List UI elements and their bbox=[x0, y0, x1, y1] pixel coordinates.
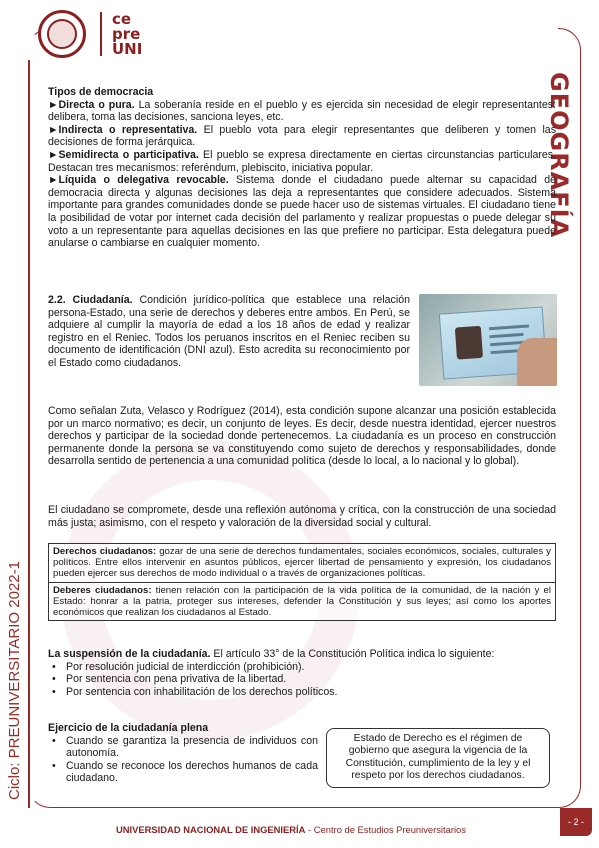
page-number: - 2 - bbox=[560, 808, 592, 836]
footer-text: UNIVERSIDAD NACIONAL DE INGENIERÍA - Centro de Estudios Preuniversitarios bbox=[116, 824, 466, 835]
cepre-uni-logo: ce pre UNI bbox=[112, 9, 143, 58]
democracy-type-liquida: ►Líquida o delegativa revocable. Sistema donde el ciudadano puede alternar su capacidad de democracia directa y algunas decisiones las deja a representantes que considere adecuados. Sistema importante para grandes comunidades donde se puede hacer uso de sistemas virtuales. El ciudadano tiene la posibilidad de votar por internet cada decisión del parlamento y realizar propuestas o puede delegar su voto a un representante para aquellas decisiones en las que prefiere no participar. Esta delegatura puede anularse o cambiarse en cualquier momento. bbox=[48, 174, 556, 250]
ejercicio-title: Ejercicio de la ciudadanía plena bbox=[48, 722, 209, 734]
zuta-paragraph: Como señalan Zuta, Velasco y Rodríguez (2014), esta condición supone alcanzar una posición establecida por un marco normativo; es decir, un conjunto de leyes. Es decir, desde nuestra identidad, ejercer nuestros derechos y participar de la sociedad donde pertenecemos. La ciudadanía es un proceso en construcción permanente donde la persona se va constituyendo como sujeto de derechos y responsabilidades, donde desarrolla sentido de pertenencia a una comunidad política (desde lo local, a lo nacional y lo global). bbox=[48, 405, 556, 468]
democracy-type-semidirecta: ►Semidirecta o participativa. El pueblo se expresa directamente en ciertas circunstancias particulares. Destacan tres mecanismos: referéndum, plebiscito, iniciativa popular. bbox=[48, 148, 556, 174]
compromise-paragraph: El ciudadano se compromete, desde una reflexión autónoma y crítica, con la construcción de una sociedad más justa; asimismo, con el respeto y valoración de la diversidad social y cultural. bbox=[48, 504, 556, 529]
ejercicio-section bbox=[48, 722, 318, 785]
ejercicio-list bbox=[48, 735, 318, 785]
list-item: • Por resolución judicial de interdicción (prohibición). bbox=[48, 661, 556, 674]
democracy-type-indirecta: ►Indirecta o representativa. El pueblo vota para elegir representantes que deliberen y tomen las decisiones de forma jerárquica. bbox=[48, 123, 556, 149]
suspension-section bbox=[48, 648, 556, 698]
duties-cell: Deberes ciudadanos: tienen relación con la participación de la vida política de la comunidad, de la nación y el Estado: honrar a la patria, proteger sus intereses, defender la Constitución y sus leyes; así como los aportes económicos que realizan los ciudadanos al Estado. bbox=[49, 582, 556, 621]
list-item: • Cuando se garantiza la presencia de individuos con autonomía. bbox=[48, 735, 318, 760]
ciudadania-paragraph: 2.2. Ciudadanía. Condición jurídico-política que establece una relación persona-Estado, una serie de derechos y deberes entre ambos. En Perú, se adquiere al cumplir la mayoría de edad a los 18 años de edad y realizar registro en el Reniec. Todos los peruanos inscritos en el Reniec reciben su documento de identificación (DNI azul). Esto acredita su reconocimiento por el Estado como ciudadanos. bbox=[48, 294, 410, 369]
university-seal-icon bbox=[38, 10, 86, 58]
democracy-type-directa: ►Directa o pura. La soberanía reside en el pueblo y es ejercida sin necesidad de elegir representantes: delibera, toma las decisiones, sanciona leyes, etc. bbox=[48, 98, 556, 124]
list-item: • Cuando se reconoce los derechos humanos de cada ciudadano. bbox=[48, 760, 318, 785]
list-item: • Por sentencia con inhabilitación de los derechos políticos. bbox=[48, 686, 556, 699]
table-row bbox=[49, 544, 556, 583]
rights-duties-table bbox=[48, 543, 556, 621]
page-footer bbox=[0, 814, 599, 848]
estado-derecho-box: Estado de Derecho es el régimen de gobierno que asegura la vigencia de la Constitución, cumplimiento de la ley y el respeto por los derechos ciudadanos. bbox=[326, 728, 550, 788]
cycle-side-label: Ciclo: PREUNIVERSITARIO 2022-1 bbox=[6, 561, 23, 800]
section-title: Tipos de democracia bbox=[48, 86, 154, 98]
page-frame-left-rule bbox=[28, 60, 30, 808]
list-item: • Por sentencia con pena privativa de la libertad. bbox=[48, 673, 556, 686]
dni-card-photo bbox=[419, 294, 557, 386]
democracy-types-section bbox=[48, 86, 556, 250]
rights-cell: Derechos ciudadanos: gozar de una serie de derechos fundamentales, sociales económicos, sociales, culturales y políticos. Entre ellos intervenir en asuntos públicos, ejercer libertad de pensamiento y expresión, los ciudadanos pueden ejercer sus derechos de modo individual o a través de organizaciones políticas. bbox=[49, 544, 556, 583]
page-header bbox=[38, 6, 558, 62]
suspension-intro: La suspensión de la ciudadanía. El artículo 33° de la Constitución Política indica lo siguiente: bbox=[48, 648, 495, 660]
header-separator bbox=[100, 12, 102, 56]
table-row bbox=[49, 582, 556, 621]
suspension-list bbox=[48, 661, 556, 699]
subject-side-title: GEOGRAFÍA bbox=[545, 72, 573, 239]
